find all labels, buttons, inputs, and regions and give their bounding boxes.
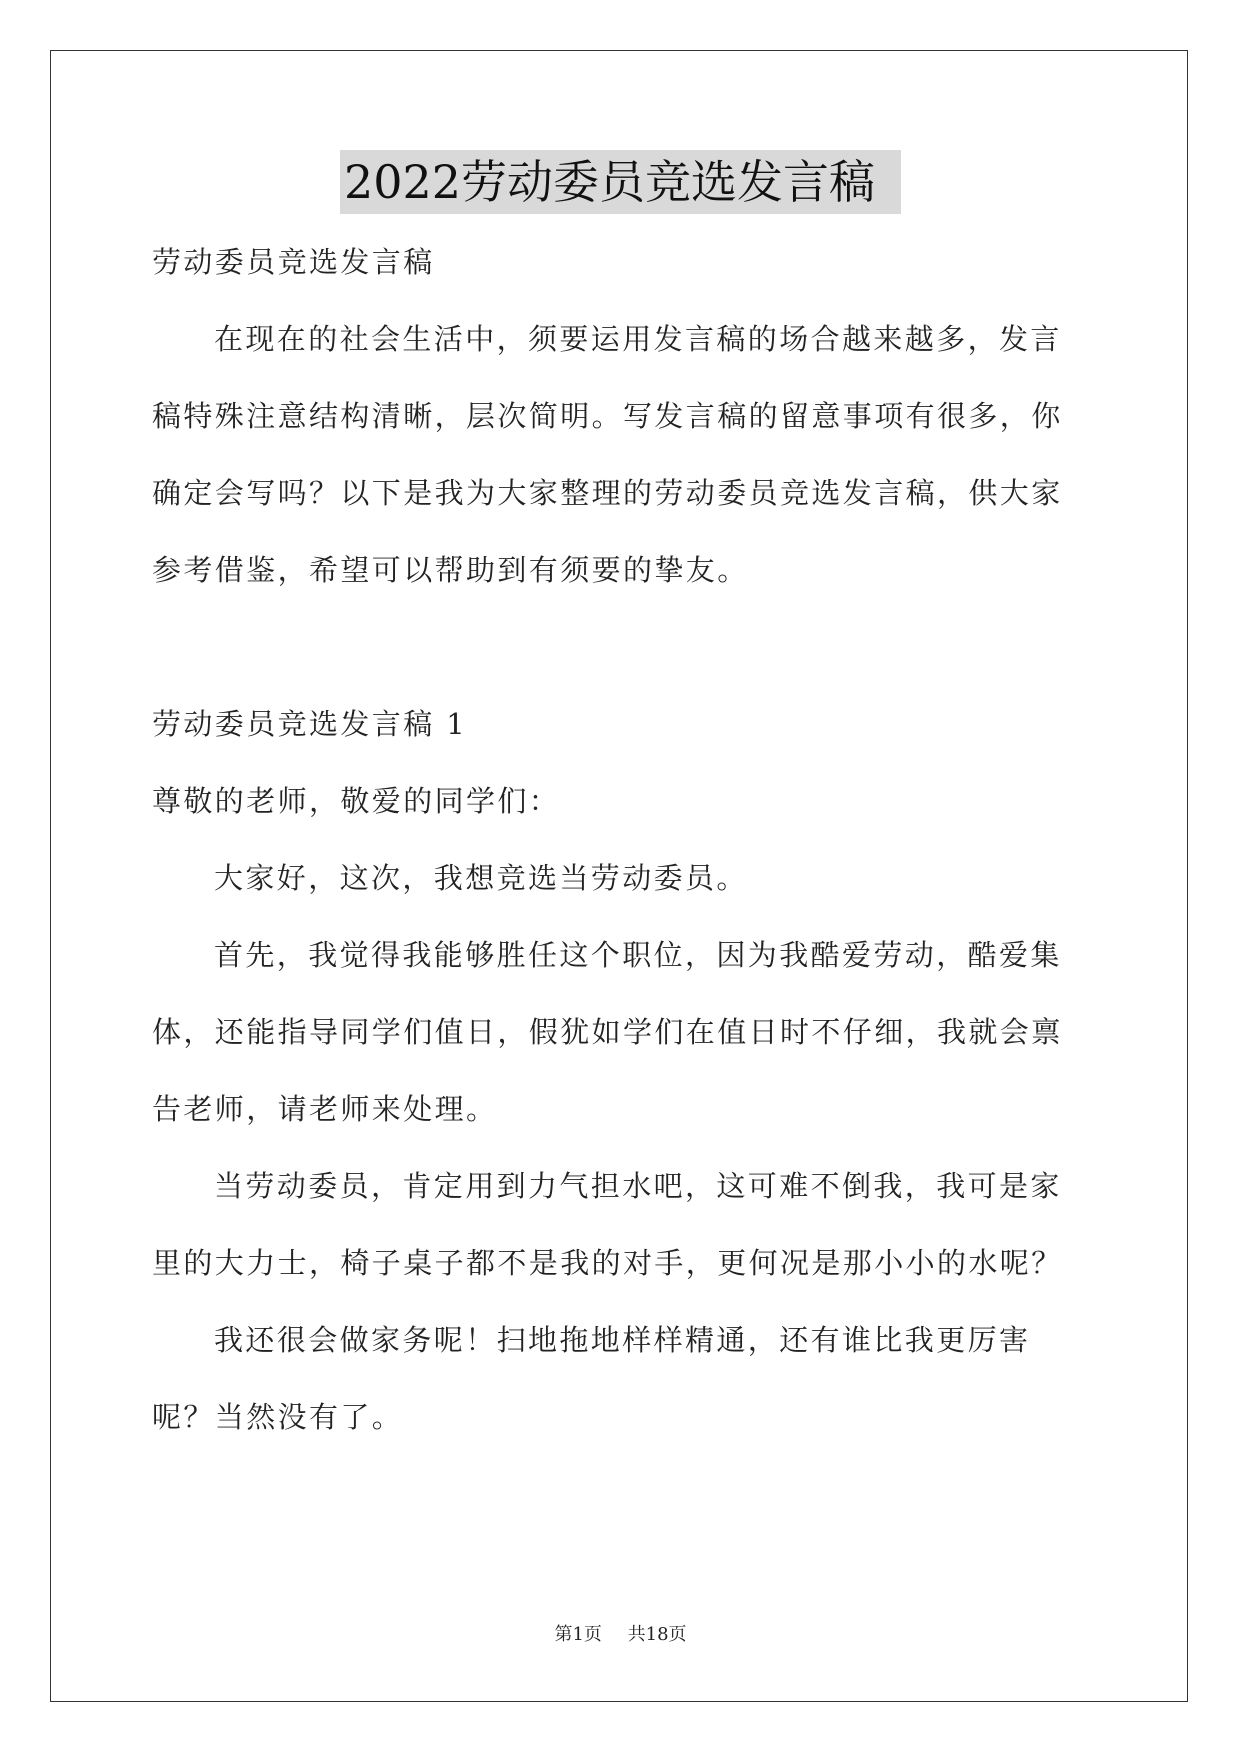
- body-paragraph: 我还很会做家务呢！扫地拖地样样精通，还有谁比我更厉害呢？当然没有了。: [152, 1323, 1031, 1434]
- page-footer: [0, 1620, 1241, 1646]
- document-title: 2022劳动委员竞选发言稿: [340, 150, 901, 214]
- page-total: 共18页: [627, 1624, 687, 1645]
- body-paragraph: 首先，我觉得我能够胜任这个职位，因为我酷爱劳动，酷爱集体，还能指导同学们值日，假犹如学们在值日时不仔细，我就会禀告老师，请老师来处理。: [152, 938, 1063, 1126]
- document-body: [152, 224, 1092, 1456]
- body-paragraph: 当劳动委员，肯定用到力气担水吧，这可难不倒我，我可是家里的大力士，椅子桌子都不是我的对手，更何况是那小小的水呢？: [152, 1169, 1063, 1280]
- title-container: [0, 150, 1241, 214]
- body-paragraph: 大家好，这次，我想竞选当劳动委员。: [214, 861, 748, 895]
- page-number: 第1页: [554, 1624, 602, 1645]
- section-heading: 劳动委员竞选发言稿 1: [152, 707, 468, 741]
- subtitle: 劳动委员竞选发言稿: [152, 245, 435, 279]
- section-gap: [152, 609, 1092, 686]
- intro-paragraph: 在现在的社会生活中，须要运用发言稿的场合越来越多，发言稿特殊注意结构清晰，层次简明。写发言稿的留意事项有很多，你确定会写吗？以下是我为大家整理的劳动委员竞选发言稿，供大家参考借鉴，希望可以帮助到有须要的挚友。: [152, 322, 1063, 587]
- salutation: 尊敬的老师，敬爱的同学们：: [152, 784, 561, 818]
